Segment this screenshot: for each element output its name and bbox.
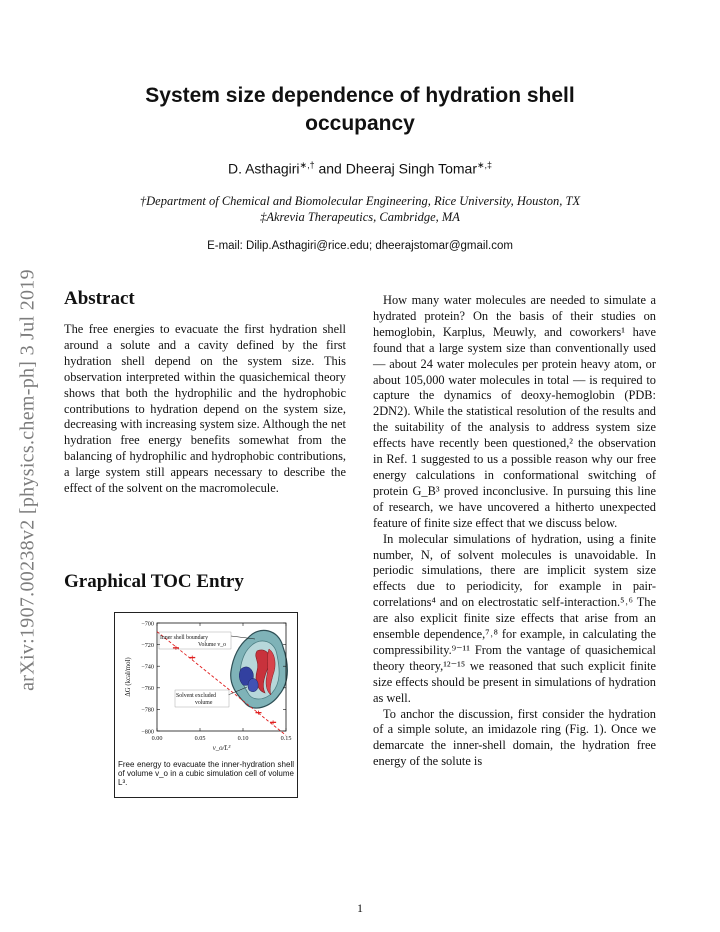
data-point <box>189 656 195 660</box>
email-line: E-mail: Dilip.Asthagiri@rice.edu; dheerajstomar@gmail.com <box>207 240 513 252</box>
strand-blue-2 <box>248 678 258 691</box>
author-1-marks: ∗,† <box>299 160 315 170</box>
y-tick-label: −760 <box>141 685 154 693</box>
data-point <box>173 646 179 650</box>
author-2-marks: ∗,‡ <box>477 160 493 170</box>
y-axis-label: ΔG (kcal/mol) <box>125 657 132 697</box>
y-tick-label: −780 <box>141 706 154 714</box>
annotation-excluded: Solvent excluded <box>176 693 217 699</box>
paper-title: System size dependence of hydration shell occupancy <box>145 84 575 135</box>
toc-heading: Graphical TOC Entry <box>64 571 244 592</box>
body-paragraph-1: How many water molecules are needed to simulate a hydrated protein? On the basis of their studies on hemoglobin, Karplus, Meuwly, and coworkers¹ have found that a large system size than conventionally used — about 24 water molecules per protein heavy atom, or about 105,000 water molecules in total — is required to capture the dynamics of deoxy-hemoglobin (PDB: 2DN2). While the statistical resolution of the results and the suitability of the analysis to address system size effects have recently been questioned,² the observation in Ref. 1 suggested to us a possible reason why our free energy calculations in conformational switching of protein G_B³ proved inconclusive. In pursuing this line of research, we have uncovered a hitherto unexpected feature of finite size effect that we discuss below. <box>373 293 656 530</box>
author-connector: and <box>314 160 346 177</box>
x-axis-label: v_o/L³ <box>212 745 231 752</box>
y-tick-label: −800 <box>141 728 154 736</box>
annotation-inner-shell-volume: Volume v_o <box>198 642 227 648</box>
body-column <box>373 293 656 770</box>
abstract-text: The free energies to evacuate the first hydration shell around a solute and a cavity defined by the first hydration shell depend on the system size. This observation interpreted within the quasichemical theory shows that both the hydrophilic and the hydrophobic contributions to hydration depend on the system size, decreasing with increasing system size. Although the net hydration free energy benefits somewhat from the balancing of hydrophilic and hydrophobic contributions, a large system still appears necessary to describe the effect of the solvent on the macromolecule. <box>64 322 346 496</box>
author-2: Dheeraj Singh Tomar <box>345 160 477 177</box>
x-tick-label: 0.10 <box>237 735 249 742</box>
y-tick-label: −740 <box>141 663 154 671</box>
body-paragraph-2: In molecular simulations of hydration, using a finite number, N, of solvent molecules is unavoidable. In periodic simulations, there are implicit system size effects due to periodicity, for example in pair-correlations⁴ and on electrostatic self-interaction.⁵˒⁶ The are also explicit finite size effects that arise from an ensemble dependence,⁷˒⁸ for example, in calculating the compressibility.⁹⁻¹¹ From the vantage of quasichemical theory theory,¹²⁻¹⁵ we reasoned that such explicit finite size effects should be present in simulations of hydration as well. <box>373 531 656 705</box>
y-tick-label: −700 <box>141 620 154 628</box>
x-tick-label: 0.00 <box>151 735 163 742</box>
x-tick-label: 0.15 <box>280 735 292 742</box>
toc-graphic-box <box>114 612 298 798</box>
affiliation-2: ‡Akrevia Therapeutics, Cambridge, MA <box>260 210 460 224</box>
toc-chart <box>115 613 297 760</box>
x-tick-label: 0.05 <box>194 735 206 742</box>
toc-caption: Free energy to evacuate the inner-hydration shell of volume v_o in a cubic simulation cell of volume L³. <box>118 760 294 788</box>
body-paragraph-3: To anchor the discussion, first consider the hydration of a simple solute, an imidazole ring (Fig. 1). Once we demarcate the inner-shell domain, the hydration free energy of the solute is <box>373 706 656 769</box>
author-1: D. Asthagiri <box>227 160 300 177</box>
affiliation-1: †Department of Chemical and Biomolecular Engineering, Rice University, Houston, TX <box>139 194 581 208</box>
arxiv-id-text: arXiv:1907.00238v2 [physics.chem-ph] 3 Jul 2019 <box>16 269 39 691</box>
page-number: 1 <box>357 901 363 915</box>
y-tick-label: −720 <box>141 641 154 649</box>
arxiv-side-stamp <box>8 245 48 715</box>
protein-illustration <box>231 630 288 708</box>
abstract-heading: Abstract <box>64 288 135 309</box>
annotation-inner-shell: Inner shell boundary <box>160 635 208 641</box>
annotation-excluded-volume: volume <box>195 700 213 706</box>
author-line <box>90 160 630 177</box>
